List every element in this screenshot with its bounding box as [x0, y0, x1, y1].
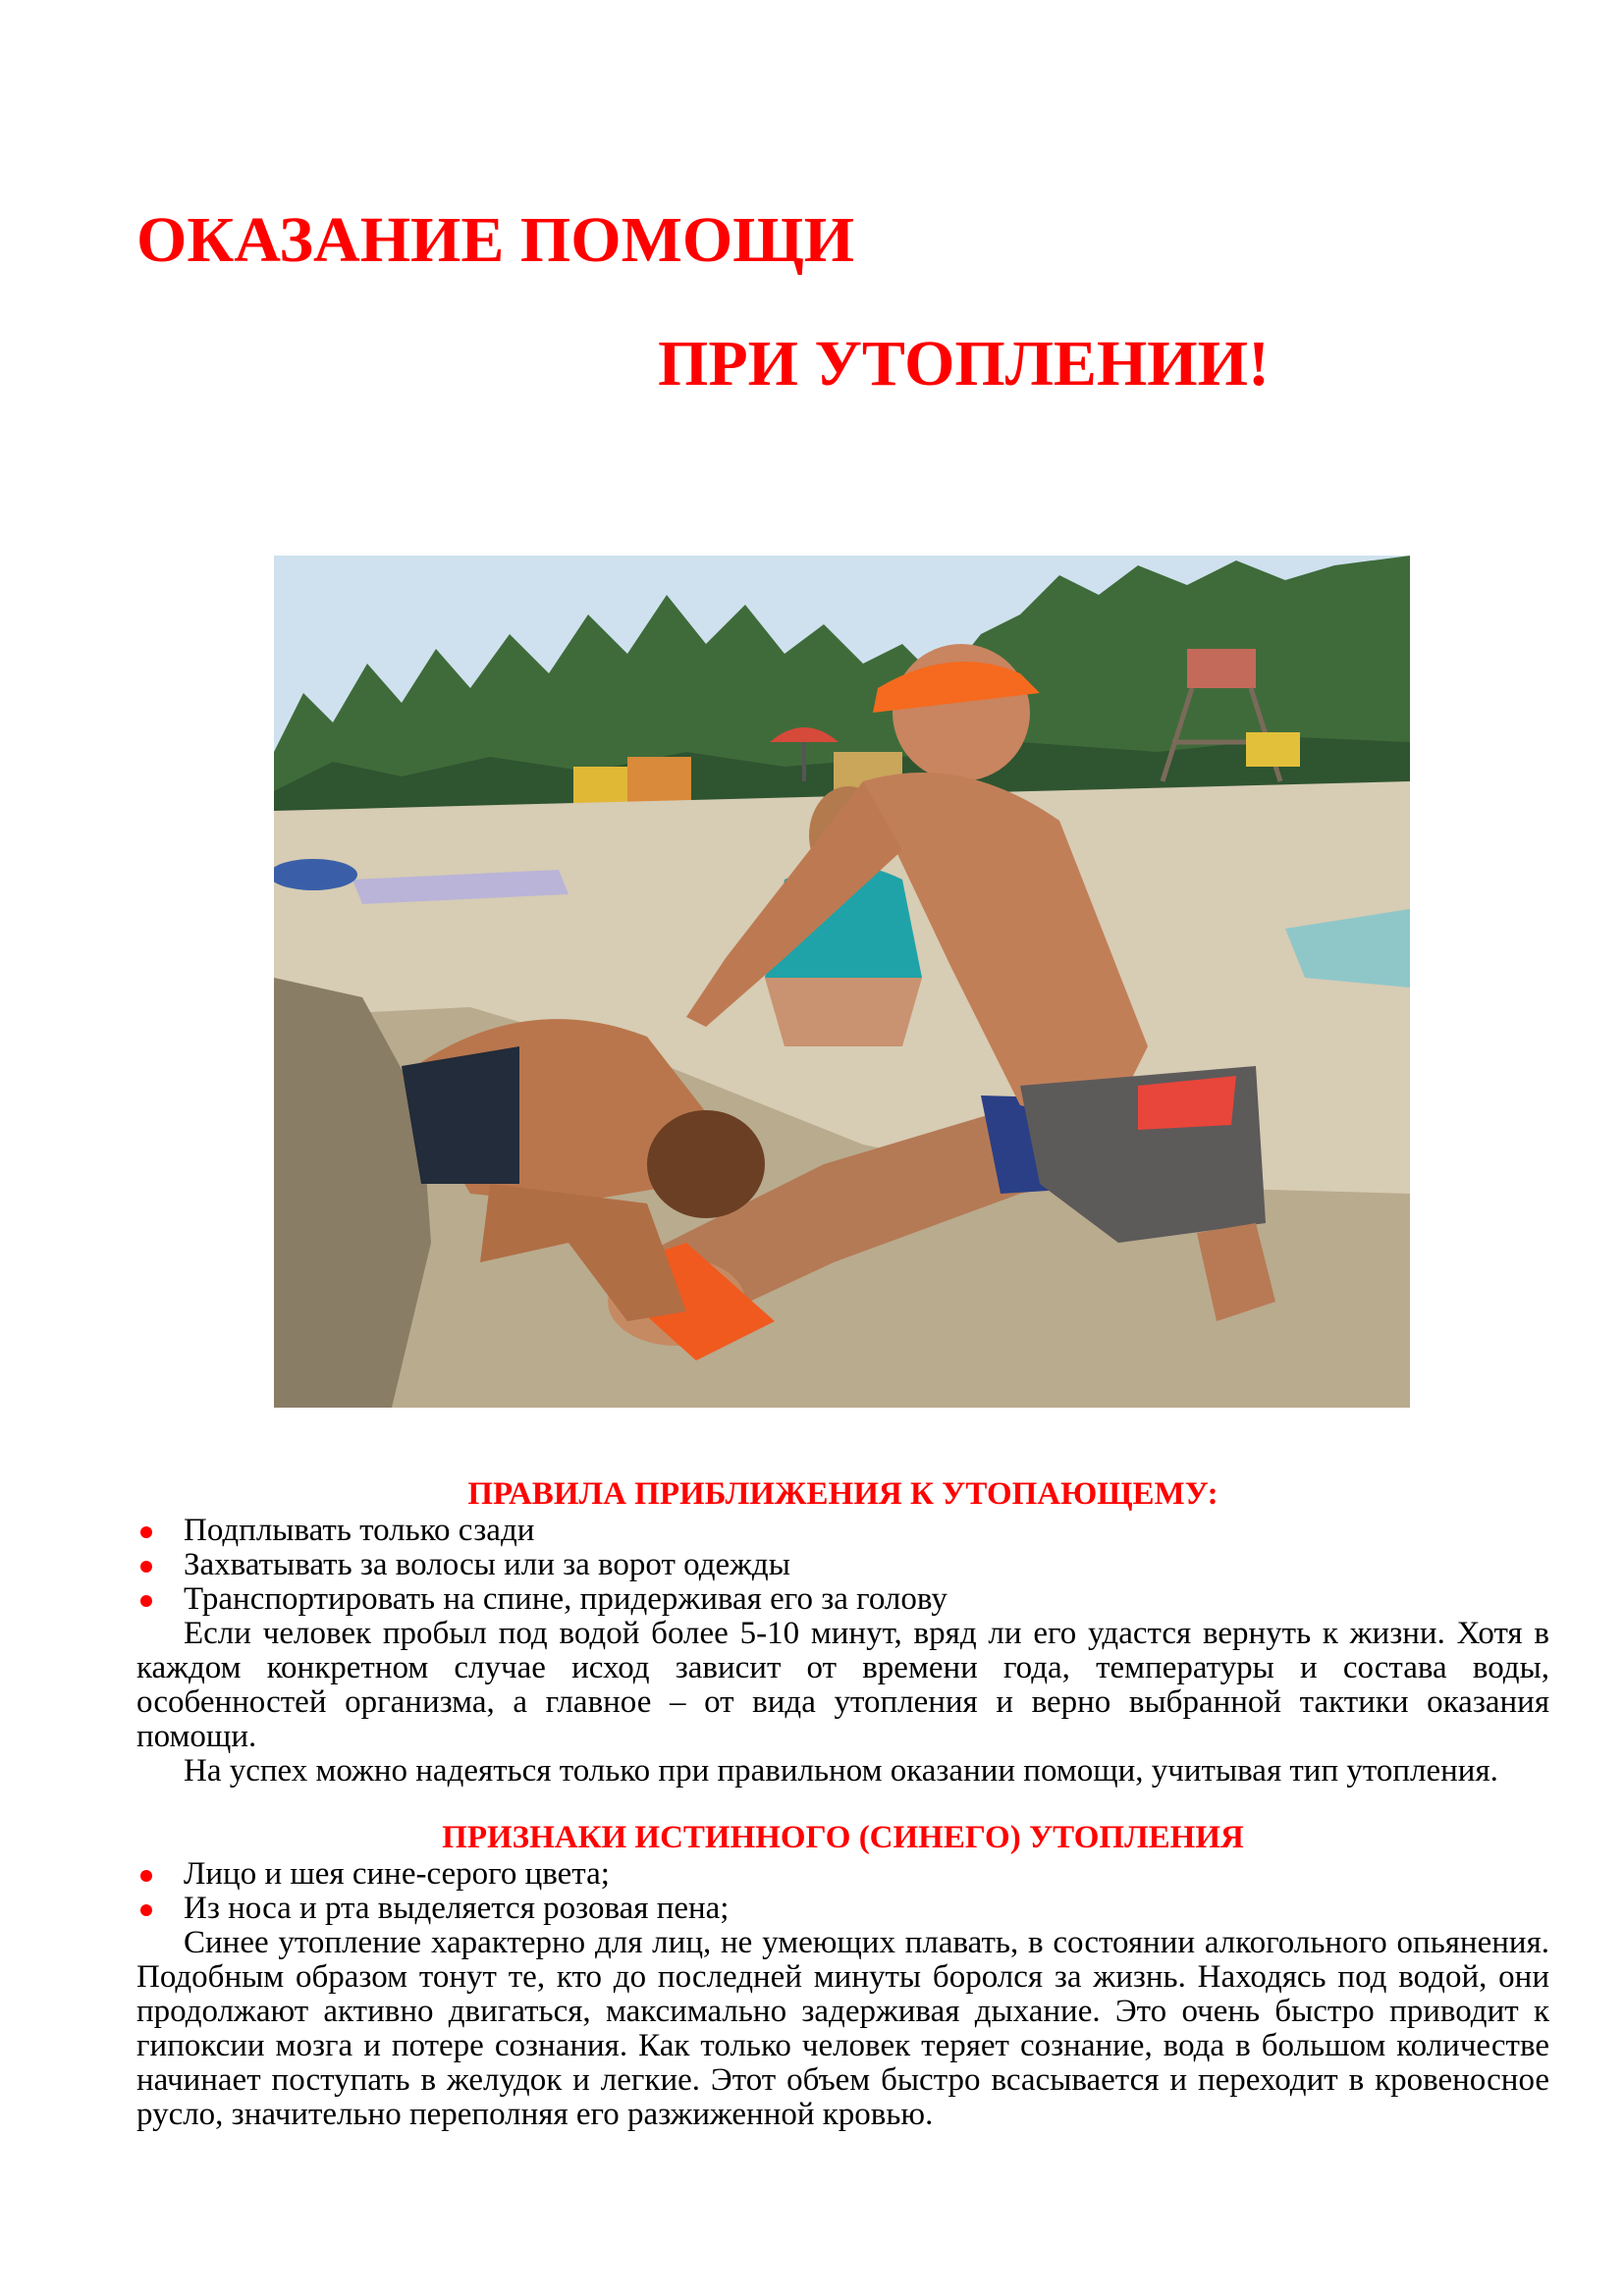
section-heading-approach-rules: ПРАВИЛА ПРИБЛИЖЕНИЯ К УТОПАЮЩЕМУ: — [467, 1476, 1218, 1512]
bullet-icon — [140, 1526, 152, 1538]
bullet-icon — [140, 1561, 152, 1573]
list-item — [136, 1857, 1549, 1892]
page-title-line-1: ОКАЗАНИЕ ПОМОЩИ — [136, 204, 855, 276]
paragraph: На успех можно надеяться только при правильном оказании помощи, учитывая тип утопления. — [184, 1753, 1498, 1789]
bullet-icon — [140, 1904, 152, 1916]
paragraph: Синее утопление характерно для лиц, не умеющих плавать, в состоянии алкогольного опьянения. Подобным образом тонут те, кто до последней минуты боролся за жизнь. Находясь под водой, они продолжают активно двигаться, максимально задерживая дыхание. Это очень быстро приводит к гипоксии мозга и потере сознания. Как только человек теряет сознание, вода в большом количестве начинает поступать в желудок и легкие. Этот объем быстро всасывается и переходит в кровеносное русло, значительно переполняя его разжиженной кровью. — [136, 1925, 1549, 2132]
list-item — [136, 1548, 1549, 1582]
bullet-icon — [140, 1595, 152, 1607]
section-heading-blue-drowning-signs: ПРИЗНАКИ ИСТИННОГО (СИНЕГО) УТОПЛЕНИЯ — [442, 1820, 1244, 1855]
approach-rules-list — [136, 1514, 1549, 1617]
list-item-text: Из носа и рта выделяется розовая пена; — [184, 1891, 730, 1926]
list-item — [136, 1514, 1549, 1548]
paragraph: Если человек пробыл под водой более 5-10 минут, вряд ли его удастся вернуть к жизни. Хотя в каждом конкретном случае исход зависит от времени года, температуры и состава воды, особенностей организма, а главное – от вида утопления и верно выбранной тактики оказания помощи. — [136, 1616, 1549, 1754]
beach-rescue-illustration — [274, 556, 1410, 1408]
list-item-text: Лицо и шея сине-серого цвета; — [184, 1856, 610, 1892]
list-item — [136, 1582, 1549, 1617]
blue-drowning-signs-list — [136, 1857, 1549, 1926]
list-item-text: Захватывать за волосы или за ворот одежды — [184, 1547, 790, 1582]
list-item — [136, 1892, 1549, 1926]
list-item-text: Транспортировать на спине, придерживая его за голову — [184, 1581, 947, 1617]
list-item-text: Подплывать только сзади — [184, 1513, 535, 1548]
beach-rescue-photo — [274, 556, 1410, 1408]
page-title-line-2: ПРИ УТОПЛЕНИИ! — [658, 328, 1270, 400]
bullet-icon — [140, 1870, 152, 1882]
document-body — [136, 1474, 1549, 2132]
